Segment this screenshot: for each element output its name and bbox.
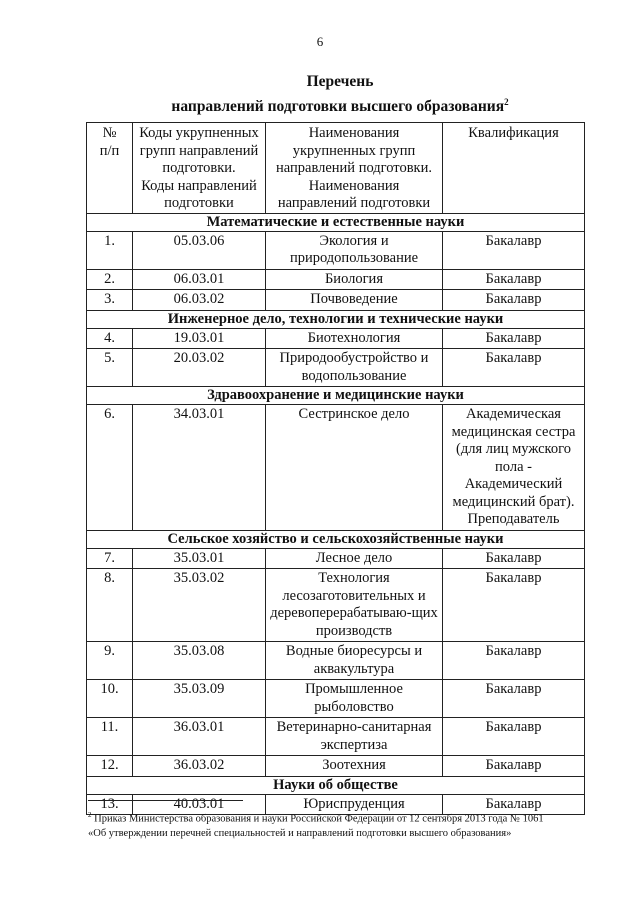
section-title: Инженерное дело, технологии и технические науки <box>87 310 585 328</box>
header-names: Наименования укрупненных групп направлений подготовки. Наименования направлений подготовки <box>266 123 443 214</box>
table-row <box>87 756 585 777</box>
row-number: 2. <box>87 269 133 290</box>
row-name: Промышленное рыболовство <box>266 680 443 718</box>
row-qualification: Бакалавр <box>443 680 585 718</box>
row-qualification: Бакалавр <box>443 269 585 290</box>
row-qualification: Бакалавр <box>443 756 585 777</box>
row-name: Юриспруденция <box>266 794 443 815</box>
row-number: 4. <box>87 328 133 349</box>
footnote-divider <box>88 800 243 801</box>
row-qualification: Бакалавр <box>443 569 585 642</box>
table-row <box>87 269 585 290</box>
section-row <box>87 530 585 548</box>
row-number: 3. <box>87 290 133 311</box>
table-row <box>87 349 585 387</box>
table-row <box>87 718 585 756</box>
row-name: Природообустройство и водопользование <box>266 349 443 387</box>
row-code: 36.03.01 <box>133 718 266 756</box>
row-name: Биотехнология <box>266 328 443 349</box>
header-number: № п/п <box>87 123 133 214</box>
row-name: Лесное дело <box>266 548 443 569</box>
row-number: 7. <box>87 548 133 569</box>
row-code: 20.03.02 <box>133 349 266 387</box>
row-name: Биология <box>266 269 443 290</box>
title-footnote-mark: 2 <box>504 97 509 107</box>
table-row <box>87 231 585 269</box>
row-code: 34.03.01 <box>133 405 266 531</box>
table-row <box>87 680 585 718</box>
section-title: Сельское хозяйство и сельскохозяйственные науки <box>87 530 585 548</box>
page-number: 6 <box>316 34 324 49</box>
section-title: Математические и естественные науки <box>87 213 585 231</box>
row-name: Экология и природопользование <box>266 231 443 269</box>
row-number: 13. <box>87 794 133 815</box>
table-row <box>87 290 585 311</box>
row-number: 8. <box>87 569 133 642</box>
document-title <box>0 72 640 117</box>
row-qualification: Бакалавр <box>443 718 585 756</box>
row-qualification: Академическая медицинская сестра (для лиц мужского пола - Академический медицинский брат). Преподаватель <box>443 405 585 531</box>
row-number: 5. <box>87 349 133 387</box>
section-row <box>87 213 585 231</box>
title-line-1: Перечень <box>306 73 374 90</box>
section-row <box>87 310 585 328</box>
row-qualification: Бакалавр <box>443 548 585 569</box>
table-row <box>87 328 585 349</box>
table-row <box>87 405 585 531</box>
row-number: 9. <box>87 642 133 680</box>
row-qualification: Бакалавр <box>443 290 585 311</box>
row-qualification: Бакалавр <box>443 794 585 815</box>
row-code: 35.03.02 <box>133 569 266 642</box>
title-line-2 <box>0 92 640 117</box>
footnote-line-2: «Об утверждении перечней специальностей и направлений подготовки высшего образования» <box>88 827 512 839</box>
header-codes: Коды укрупненных групп направлений подготовки. Коды направлений подготовки <box>133 123 266 214</box>
title-line-2-text: направлений подготовки высшего образования <box>171 98 505 116</box>
footnote-text-1: Приказ Министерства образования и науки Российской Федерации от 12 сентября 2013 года № 1061 <box>94 813 544 825</box>
row-code: 05.03.06 <box>133 231 266 269</box>
section-title: Здравоохранение и медицинские науки <box>87 387 585 405</box>
row-number: 11. <box>87 718 133 756</box>
row-name: Сестринское дело <box>266 405 443 531</box>
section-row <box>87 776 585 794</box>
row-name: Зоотехния <box>266 756 443 777</box>
table-body <box>87 213 585 815</box>
row-code: 06.03.01 <box>133 269 266 290</box>
row-code: 35.03.01 <box>133 548 266 569</box>
section-title: Науки об обществе <box>87 776 585 794</box>
footnote-mark: 2 <box>88 811 92 819</box>
table-row <box>87 642 585 680</box>
row-qualification: Бакалавр <box>443 642 585 680</box>
table-row <box>87 548 585 569</box>
directions-table <box>86 122 585 815</box>
row-code: 06.03.02 <box>133 290 266 311</box>
row-number: 10. <box>87 680 133 718</box>
row-qualification: Бакалавр <box>443 328 585 349</box>
row-code: 40.03.01 <box>133 794 266 815</box>
row-name: Почвоведение <box>266 290 443 311</box>
header-qualification: Квалификация <box>443 123 585 214</box>
row-code: 35.03.09 <box>133 680 266 718</box>
row-code: 36.03.02 <box>133 756 266 777</box>
row-code: 19.03.01 <box>133 328 266 349</box>
row-name: Ветеринарно-санитарная экспертиза <box>266 718 443 756</box>
section-row <box>87 387 585 405</box>
footnote <box>88 808 568 841</box>
row-name: Технология лесозаготовительных и деревоперерабатываю-щих производств <box>266 569 443 642</box>
table-row <box>87 569 585 642</box>
table-header-row <box>87 123 585 214</box>
row-qualification: Бакалавр <box>443 231 585 269</box>
row-qualification: Бакалавр <box>443 349 585 387</box>
footnote-line-1 <box>88 808 568 827</box>
row-name: Водные биоресурсы и аквакультура <box>266 642 443 680</box>
row-number: 1. <box>87 231 133 269</box>
row-number: 6. <box>87 405 133 531</box>
row-number: 12. <box>87 756 133 777</box>
row-code: 35.03.08 <box>133 642 266 680</box>
